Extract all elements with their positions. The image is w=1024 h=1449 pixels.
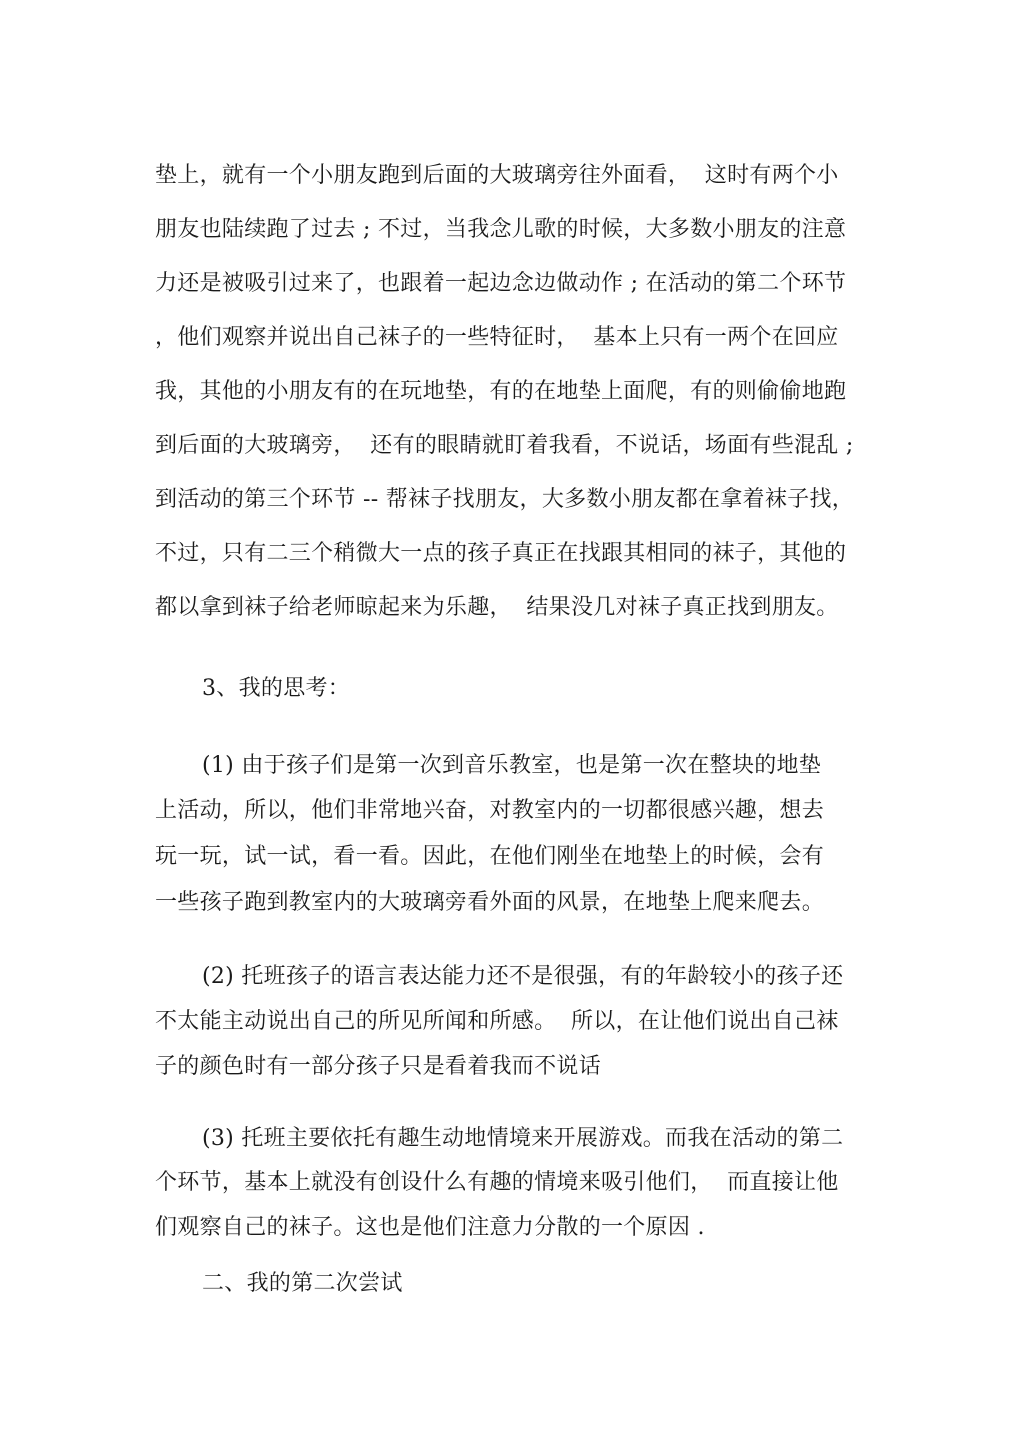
section-heading: 二、我的第二次尝试 bbox=[202, 1271, 403, 1296]
paragraph-line: 到后面的大玻璃旁， 还有的眼睛就盯着我看，不说话，场面有些混乱 ; bbox=[155, 433, 854, 458]
paragraph-line: 都以拿到袜子给老师晾起来为乐趣， 结果没几对袜子真正找到朋友。 bbox=[155, 595, 839, 620]
paragraph-line: 朋友也陆续跑了过去 ; 不过，当我念儿歌的时候，大多数小朋友的注意 bbox=[155, 217, 847, 242]
section-heading: 3、我的思考： bbox=[202, 676, 351, 701]
paragraph-line: 不太能主动说出自己的所见所闻和所感。 所以，在让他们说出自己袜 bbox=[155, 1009, 839, 1034]
paragraph-line: 子的颜色时有一部分孩子只是看着我而不说话 bbox=[155, 1054, 602, 1079]
paragraph-line: 垫上，就有一个小朋友跑到后面的大玻璃旁往外面看， 这时有两个小 bbox=[155, 163, 839, 188]
paragraph-line: (1) 由于孩子们是第一次到音乐教室，也是第一次在整块的地垫 bbox=[202, 753, 822, 778]
paragraph-line: 一些孩子跑到教室内的大玻璃旁看外面的风景，在地垫上爬来爬去。 bbox=[155, 890, 825, 915]
paragraph-line: 我，其他的小朋友有的在玩地垫，有的在地垫上面爬，有的则偷偷地跑 bbox=[155, 379, 847, 404]
paragraph-line: 到活动的第三个环节 -- 帮袜子找朋友，大多数小朋友都在拿着袜子找， bbox=[155, 487, 855, 512]
paragraph-line: 玩一玩，试一试，看一看。因此，在他们刚坐在地垫上的时候，会有 bbox=[155, 844, 825, 869]
paragraph-line: (2) 托班孩子的语言表达能力还不是很强，有的年龄较小的孩子还 bbox=[202, 964, 844, 989]
paragraph-line: 力还是被吸引过来了，也跟着一起边念边做动作 ; 在活动的第二个环节 bbox=[155, 271, 847, 296]
paragraph-line: ，他们观察并说出自己袜子的一些特征时， 基本上只有一两个在回应 bbox=[155, 325, 839, 350]
paragraph-line: (3) 托班主要依托有趣生动地情境来开展游戏。而我在活动的第二 bbox=[202, 1126, 844, 1151]
paragraph-line: 个环节，基本上就没有创设什么有趣的情境来吸引他们， 而直接让他 bbox=[155, 1170, 839, 1195]
paragraph-line: 们观察自己的袜子。这也是他们注意力分散的一个原因 . bbox=[155, 1215, 705, 1240]
paragraph-line: 上活动，所以，他们非常地兴奋，对教室内的一切都很感兴趣，想去 bbox=[155, 798, 825, 823]
paragraph-line: 不过，只有二三个稍微大一点的孩子真正在找跟其相同的袜子，其他的 bbox=[155, 541, 847, 566]
